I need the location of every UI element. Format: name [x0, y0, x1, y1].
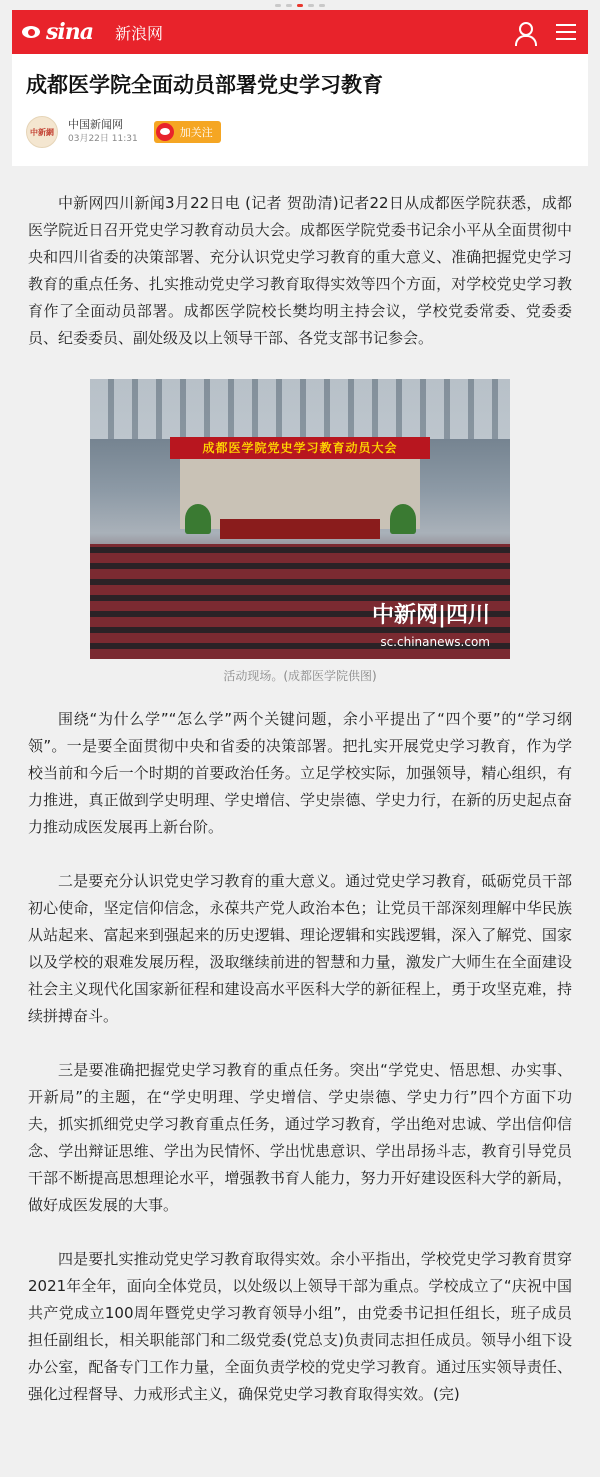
- site-name[interactable]: 新浪网: [115, 23, 164, 43]
- source-avatar[interactable]: [26, 116, 58, 148]
- source-name[interactable]: 中国新闻网: [68, 118, 123, 131]
- paragraph-3: 二是要充分认识党史学习教育的重大意义。通过党史学习教育，砥砺党员干部初心使命，坚定信仰信念，永葆共产党人政治本色；让党员干部深刻理解中华民族从站起来、富起来到强起来的历史逻辑、理论逻辑和实践逻辑，深入了解党、国家以及学校的艰难发展历程，汲取继续前进的智慧和力量，激发广大师生在全面建设社会主义现代化国家新征程和建设高水平医科大学的新征程上，勇于攻坚克难，持续拼搏奋斗。: [28, 872, 572, 1025]
- paragraph-4: 三是要准确把握党史学习教育的重点任务。突出“学党史、悟思想、办实事、开新局”的主题，在“学史明理、学史增信、学史崇德、学史力行”四个方面下功夫，抓实抓细党史学习教育重点任务，通过学习教育，学出绝对忠诚、学出信仰信念、学出辩证思维、学出为民情怀、学出忧患意识、学出昂扬斗志，教育引导党员干部不断提高思想理论水平，增强教书育人能力，努力开好建设医科大学的新局，做好成医发展的大事。: [28, 1061, 572, 1214]
- site-header: [12, 10, 588, 54]
- photo-watermark-url: sc.chinanews.com: [380, 635, 490, 649]
- paragraph-1: 中新网四川新闻3月22日电 (记者 贺劭清)记者22日从成都医学院获悉，成都医学院近日召开党史学习教育动员大会。成都医学院党委书记余小平从全面贯彻中央和四川省委的决策部署、充分认识党史学习教育的重大意义、准确把握党史学习教育的重点任务、扎实推动党史学习教育取得实效等四个方面，对学校党史学习教育作了全面动员部署。成都医学院校长樊均明主持会议，学校党委常委、党委委员、纪委委员、副处级及以上领导干部、各党支部书记参会。: [28, 194, 572, 347]
- photo-ceiling: [90, 379, 510, 439]
- photo-banner: 成都医学院党史学习教育动员大会: [170, 437, 430, 459]
- menu-icon[interactable]: [556, 24, 576, 40]
- photo-plant: [390, 504, 416, 534]
- page-dot: [308, 4, 314, 7]
- sina-logo-text: sina: [46, 19, 93, 45]
- publish-time: 03月22日 11:31: [68, 134, 138, 144]
- avatar-logo-text: 中新網: [30, 126, 54, 137]
- article-title: 成都医学院全面动员部署党史学习教育: [26, 73, 383, 97]
- sina-logo[interactable]: [22, 19, 93, 45]
- article-meta: [26, 116, 574, 148]
- event-photo[interactable]: [90, 379, 510, 659]
- page-dot: [286, 4, 292, 7]
- photo-plant: [185, 504, 211, 534]
- paragraph-5: 四是要扎实推动党史学习教育取得实效。余小平指出，学校党史学习教育贯穿2021年全年，面向全体党员，以处级以上领导干部为重点。学校成立了“庆祝中国共产党成立100周年暨党史学习教育领导小组”，由党委书记担任组长，班子成员担任副组长，相关职能部门和二级党委(党总支)负责同志担任成员。领导小组下设办公室，配备专门工作力量，全面负责学校的党史学习教育。通过压实领导责任、强化过程督导、力戒形式主义，确保党史学习教育取得实效。(完): [28, 1250, 572, 1403]
- article-figure: [28, 379, 572, 684]
- article-header: [12, 54, 588, 166]
- paragraph-2: 围绕“为什么学”“怎么学”两个关键问题，余小平提出了“四个要”的“学习纲领”。一是要全面贯彻中央和省委的决策部署。把扎实开展党史学习教育，作为学校当前和今后一个时期的首要政治任务。立足学校实际，加强领导，精心组织，有力推进，真正做到学史明理、学史增信、学史崇德、学史力行，在新的历史起点奋力推动成医发展再上新台阶。: [28, 710, 572, 836]
- article-body: [0, 166, 600, 1408]
- follow-icon: [156, 123, 174, 141]
- photo-watermark: 中新网|四川: [371, 602, 490, 628]
- photo-caption: 活动现场。(成都医学院供图): [223, 669, 377, 683]
- page-dot: [319, 4, 325, 7]
- page-dot-active: [297, 4, 303, 7]
- page-dot: [275, 4, 281, 7]
- follow-label: 加关注: [179, 126, 213, 139]
- sina-eye-icon: [22, 24, 42, 40]
- page-indicator: [0, 0, 600, 10]
- user-icon[interactable]: [514, 21, 536, 43]
- follow-button[interactable]: [154, 121, 221, 143]
- photo-table: [220, 519, 380, 539]
